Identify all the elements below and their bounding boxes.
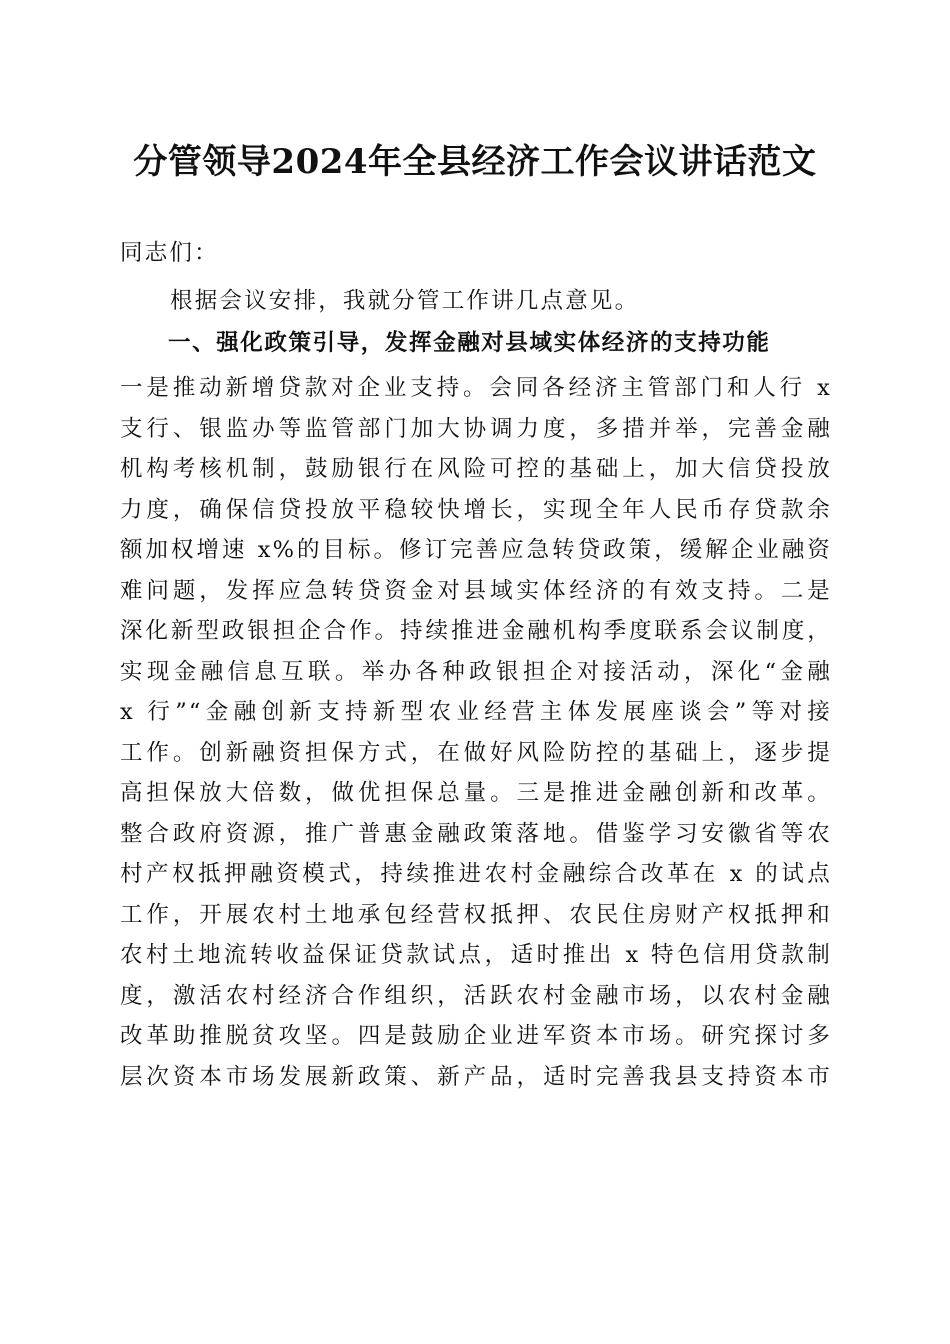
paragraph-line: 整合政府资源，推广普惠金融政策落地。借鉴学习安徽省等农 — [120, 820, 832, 847]
intro-paragraph: 根据会议安排，我就分管工作讲几点意见。 — [170, 288, 640, 314]
section-heading-1: 一、强化政策引导，发挥金融对县域实体经济的支持功能 — [168, 330, 771, 356]
paragraph-line: 村产权抵押融资模式，持续推进农村金融综合改革在 x 的试点 — [120, 861, 832, 887]
paragraph-line: 难问题，发挥应急转贷资金对县域实体经济的有效支持。二是 — [120, 577, 832, 604]
paragraph-line: x 行”“金融创新支持新型农业经营主体发展座谈会”等对接 — [120, 699, 832, 725]
paragraph-line: 力度，确保信贷投放平稳较快增长，实现全年人民币存贷款余 — [120, 496, 832, 523]
body-paragraph — [120, 368, 832, 1097]
paragraph-line: 农村土地流转收益保证贷款试点，适时推出 x 特色信用贷款制 — [120, 942, 832, 968]
paragraph-line: 支行、银监办等监管部门加大协调力度，多措并举，完善金融 — [120, 415, 832, 442]
paragraph-line: 实现金融信息互联。举办各种政银担企对接活动，深化“金融 — [120, 658, 832, 685]
paragraph-line: 层次资本市场发展新政策、新产品，适时完善我县支持资本市 — [120, 1063, 832, 1090]
paragraph-line: 额加权增速 x%的目标。修订完善应急转贷政策，缓解企业融资 — [120, 537, 832, 563]
document-title: 分管领导2024年全县经济工作会议讲话范文 — [133, 142, 817, 182]
paragraph-line: 工作。创新融资担保方式，在做好风险防控的基础上，逐步提 — [120, 739, 832, 766]
paragraph-line: 机构考核机制，鼓励银行在风险可控的基础上，加大信贷投放 — [120, 456, 832, 482]
paragraph-line: 高担保放大倍数，做优担保总量。三是推进金融创新和改革。 — [120, 780, 832, 806]
paragraph-line: 一是推动新增贷款对企业支持。会同各经济主管部门和人行 x — [120, 375, 832, 401]
paragraph-line: 工作，开展农村土地承包经营权抵押、农民住房财产权抵押和 — [120, 901, 832, 928]
salutation: 同志们： — [120, 240, 219, 266]
paragraph-line: 改革助推脱贫攻坚。四是鼓励企业进军资本市场。研究探讨多 — [120, 1023, 832, 1049]
paragraph-line: 度，激活农村经济合作组织，活跃农村金融市场，以农村金融 — [120, 982, 832, 1009]
paragraph-line: 深化新型政银担企合作。持续推进金融机构季度联系会议制度， — [120, 618, 832, 644]
